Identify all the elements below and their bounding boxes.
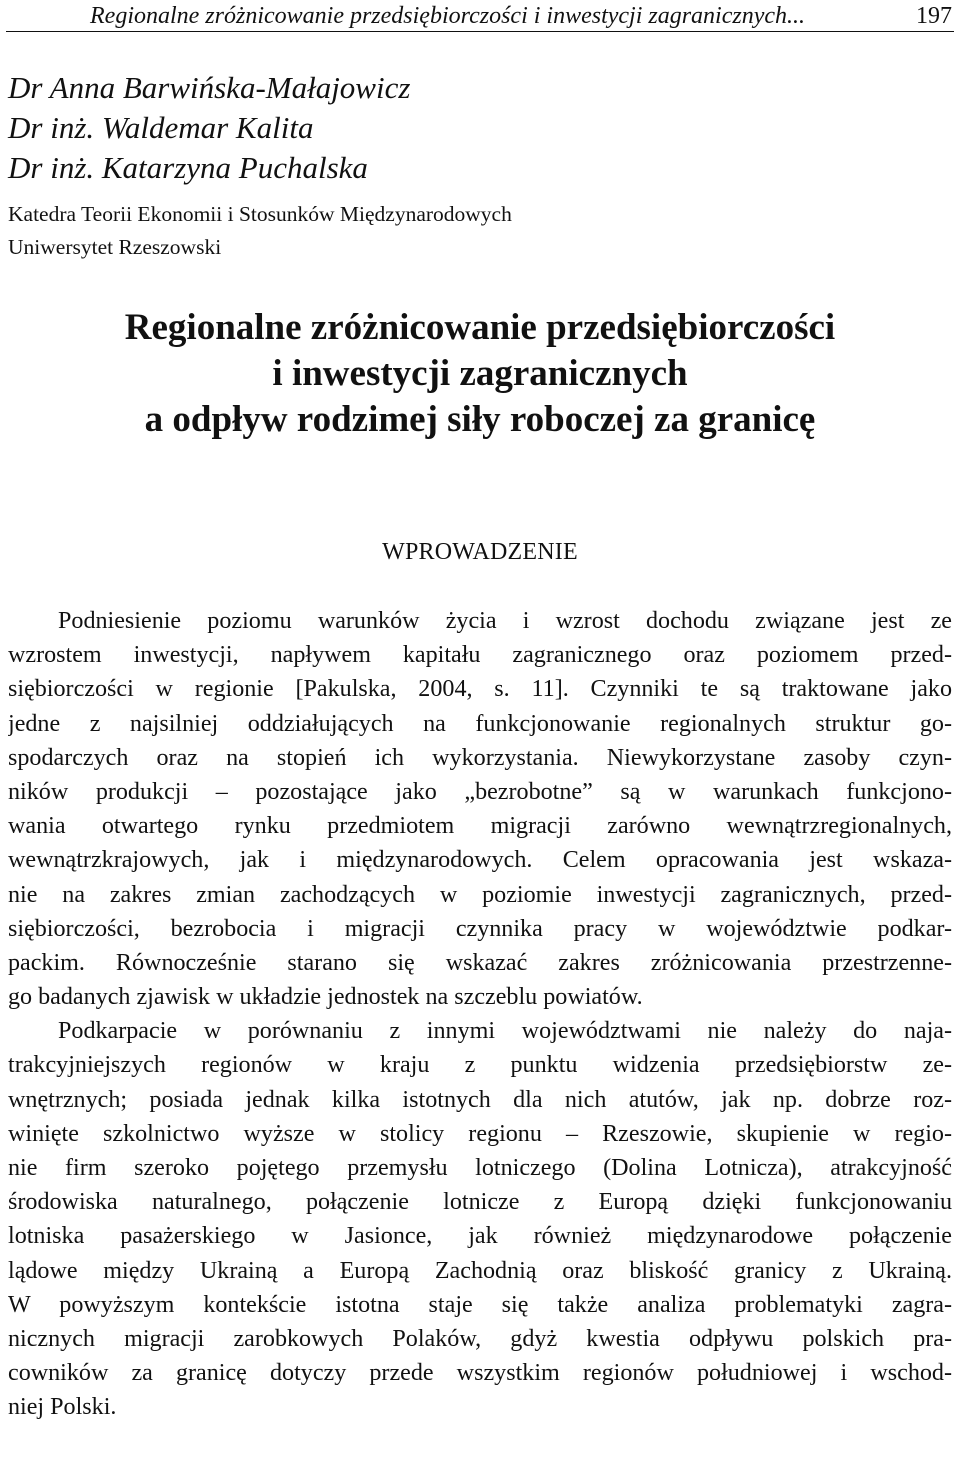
text-line: środowiska naturalnego, połączenie lotnicze z Europą dzięki funkcjonowaniu	[8, 1189, 952, 1216]
author-name: Dr inż. Katarzyna Puchalska	[8, 150, 368, 185]
text-line: ników produkcji – pozostające jako „bezrobotne” są w warunkach funkcjono-	[8, 778, 952, 805]
text-line: wania otwartego rynku przedmiotem migracji zarówno wewnątrzregionalnych,	[8, 813, 952, 840]
article-title-line: i inwestycji zagranicznych	[272, 353, 688, 394]
text-line: packim. Równocześnie starano się wskazać zakres zróżnicowania przestrzenne-	[8, 949, 952, 976]
text-line: trakcyjniejszych regionów w kraju z punktu widzenia przedsiębiorstw ze-	[8, 1052, 952, 1079]
text-line: Podniesienie poziomu warunków życia i wzrost dochodu związane jest ze	[58, 608, 952, 634]
author-name: Dr inż. Waldemar Kalita	[8, 110, 314, 145]
article-title	[0, 305, 960, 443]
text-line: wewnątrzkrajowych, jak i międzynarodowych. Celem opracowania jest wskaza-	[8, 847, 952, 874]
author-list	[8, 68, 410, 188]
text-line: wzrostem inwestycji, napływem kapitału zagranicznego oraz poziomem przed-	[8, 642, 952, 669]
article-title-line: a odpływ rodzimej siły roboczej za granicę	[144, 399, 816, 440]
text-line: nie na zakres zmian zachodzących w poziomie inwestycji zagranicznych, przed-	[8, 881, 952, 908]
text-line: jedne z najsilniej oddziałujących na funkcjonowanie regionalnych struktur go-	[8, 710, 952, 737]
page-number: 197	[916, 3, 952, 29]
author-name: Dr Anna Barwińska-Małajowicz	[8, 70, 411, 105]
affiliation	[8, 198, 512, 264]
text-line: wnętrznych; posiada jednak kilka istotnych dla nich atutów, jak np. dobrze roz-	[8, 1086, 952, 1113]
text-line: lądowe między Ukrainą a Europą Zachodnią oraz bliskość granicy z Ukrainą.	[8, 1257, 952, 1284]
text-line: siębiorczości, bezrobocia i migracji czynnika pracy w województwie podkar-	[8, 915, 952, 942]
text-line: nie firm szeroko pojętego przemysłu lotniczego (Dolina Lotnicza), atrakcyjność	[8, 1155, 952, 1181]
text-line: spodarczych oraz na stopień ich wykorzystania. Niewykorzystane zasoby czyn-	[8, 744, 952, 771]
text-line: cowników za granicę dotyczy przede wszystkim regionów południowej i wschod-	[8, 1360, 952, 1387]
text-line: nicznych migracji zarobkowych Polaków, gdyż kwestia odpływu polskich pra-	[8, 1325, 952, 1352]
text-line: Podkarpacie w porównaniu z innymi województwami nie należy do naja-	[58, 1018, 952, 1045]
text-line: W powyższym kontekście istotna staje się także analiza problematyki zagra-	[8, 1291, 952, 1318]
section-heading: WPROWADZENIE	[382, 539, 578, 565]
affiliation-department: Katedra Teorii Ekonomii i Stosunków Międzynarodowych	[8, 202, 512, 226]
affiliation-university: Uniwersytet Rzeszowski	[8, 235, 222, 259]
text-line: siębiorczości w regionie [Pakulska, 2004, s. 11]. Czynniki te są traktowane jako	[8, 676, 952, 703]
running-header-title: Regionalne zróżnicowanie przedsiębiorczości i inwestycji zagranicznych...	[90, 3, 806, 29]
text-line: winięte szkolnictwo wyższe w stolicy regionu – Rzeszowie, skupienie w regio-	[8, 1120, 952, 1147]
running-header	[6, 0, 954, 32]
text-line: go badanych zjawisk w układzie jednostek na szczeblu powiatów.	[8, 984, 643, 1011]
text-line: lotniska pasażerskiego w Jasionce, jak również międzynarodowe połączenie	[8, 1223, 952, 1250]
body-text	[8, 604, 952, 1425]
text-line: niej Polski.	[8, 1394, 117, 1421]
article-title-line: Regionalne zróżnicowanie przedsiębiorczości	[124, 307, 836, 348]
